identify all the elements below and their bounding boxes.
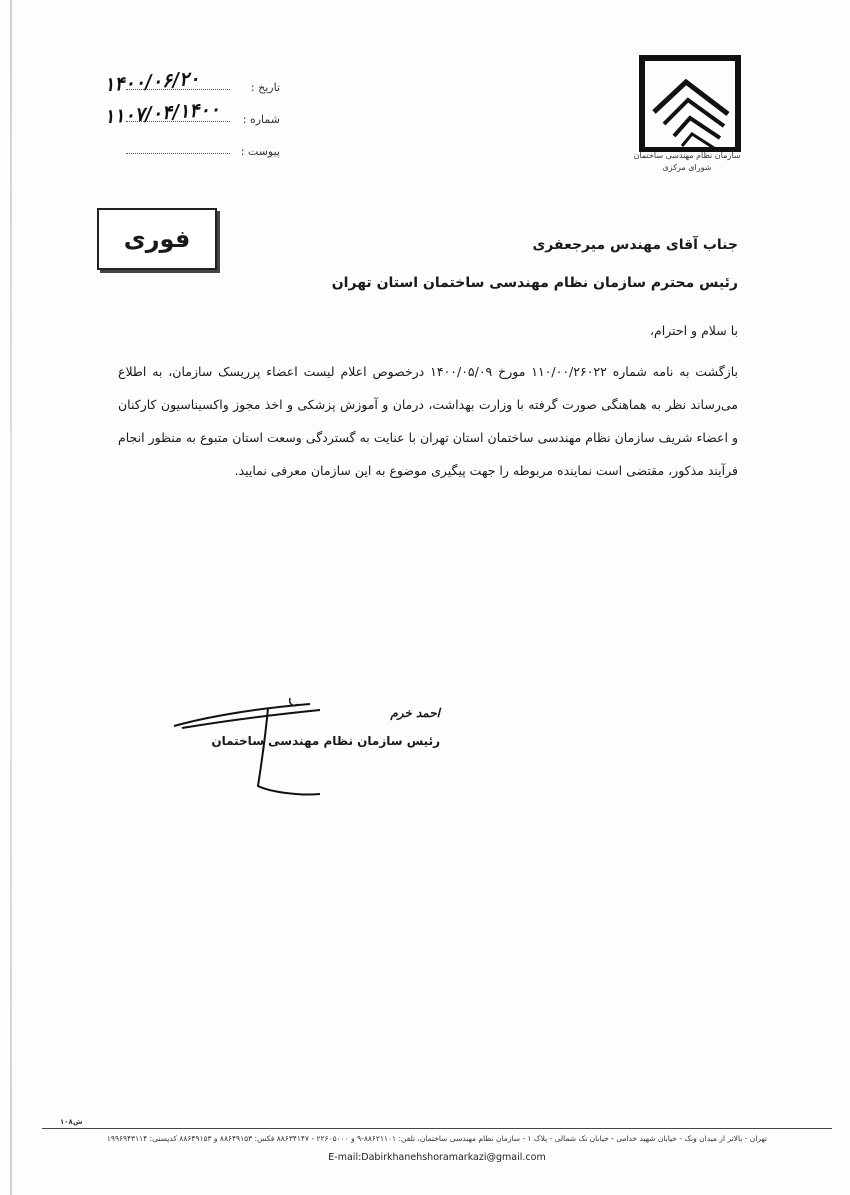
footer-divider — [42, 1128, 832, 1129]
letter-meta — [100, 62, 280, 158]
signer-title: رئیس سازمان نظام مهندسی ساختمان — [211, 734, 440, 748]
attachment-row — [100, 126, 280, 158]
addressee-name: جناب آقای مهندس میرجعفری — [532, 237, 738, 253]
letter-body: بازگشت به نامه شماره ۱۱۰/۰۰/۲۶۰۲۲ مورخ ۱۴۰۰/۰۵/۰۹ درخصوص اعلام لیست اعضاء پرریسک سازمان، به اطلاع می‌رساند نظر به هماهنگی صورت گرفته با وزارت بهداشت، درمان و آموزش پزشکی و اخذ مجوز واکسیناسیون کارکنان و اعضاء شریف سازمان نظام مهندسی ساختمان استان تهران با عنایت به گستردگی وسعت استان متبوع به منظور انجام فرآیند مذکور، مقتضی است نماینده مربوطه را جهت پیگیری موضوع به این سازمان معرفی نمایید. — [118, 364, 738, 478]
date-row — [100, 62, 280, 97]
number-value: ۱۱۰۷/۰۴/۱۴۰۰ — [103, 98, 221, 129]
footer-address: تهران - بالاتر از میدان ونک - خیابان شهید خدامی - خیابان تک شمالی - پلاک ۱ - سازمان نظام مهندسی ساختمان، تلفن: ۸۸۶۲۱۱۰۱-۹ و ۲۲۶۰۵۰۰۰ - ۸۸۶۳۴۱۴۷ فکس: ۸۸۶۴۹۱۵۳ و ۸۸۶۴۹۱۵۳ کدپستی: ۱۹۹۶۹۴۳۱۱۴ — [106, 1134, 768, 1143]
addressee-block — [218, 232, 738, 296]
greeting: با سلام و احترام، — [649, 323, 738, 338]
footer-email: E-mail:Dabirkhanehshoramarkazi@gmail.com — [328, 1152, 546, 1163]
logo-caption — [622, 150, 752, 174]
footer-code: ش۱۰۸ — [60, 1118, 83, 1126]
number-label: شماره : — [242, 113, 280, 126]
attachment-label: پیوست : — [240, 145, 280, 158]
urgent-label: فوری — [123, 225, 191, 253]
logo-caption-line2: شورای مرکزی — [662, 163, 712, 172]
date-label: تاریخ : — [250, 81, 280, 94]
urgent-stamp — [97, 208, 217, 270]
scan-edge — [10, 0, 12, 1195]
addressee-title: رئیس محترم سازمان نظام مهندسی ساختمان استان تهران — [331, 275, 738, 291]
building-logo-icon — [628, 52, 748, 152]
attachment-dotted-line — [126, 153, 230, 154]
signature-block — [170, 690, 440, 800]
number-row — [100, 94, 280, 129]
signer-name: احمد خرم — [390, 706, 440, 720]
date-value: ۱۴۰۰/۰۶/۲۰ — [103, 67, 201, 97]
logo-caption-line1: سازمان نظام مهندسی ساختمان — [633, 151, 741, 160]
